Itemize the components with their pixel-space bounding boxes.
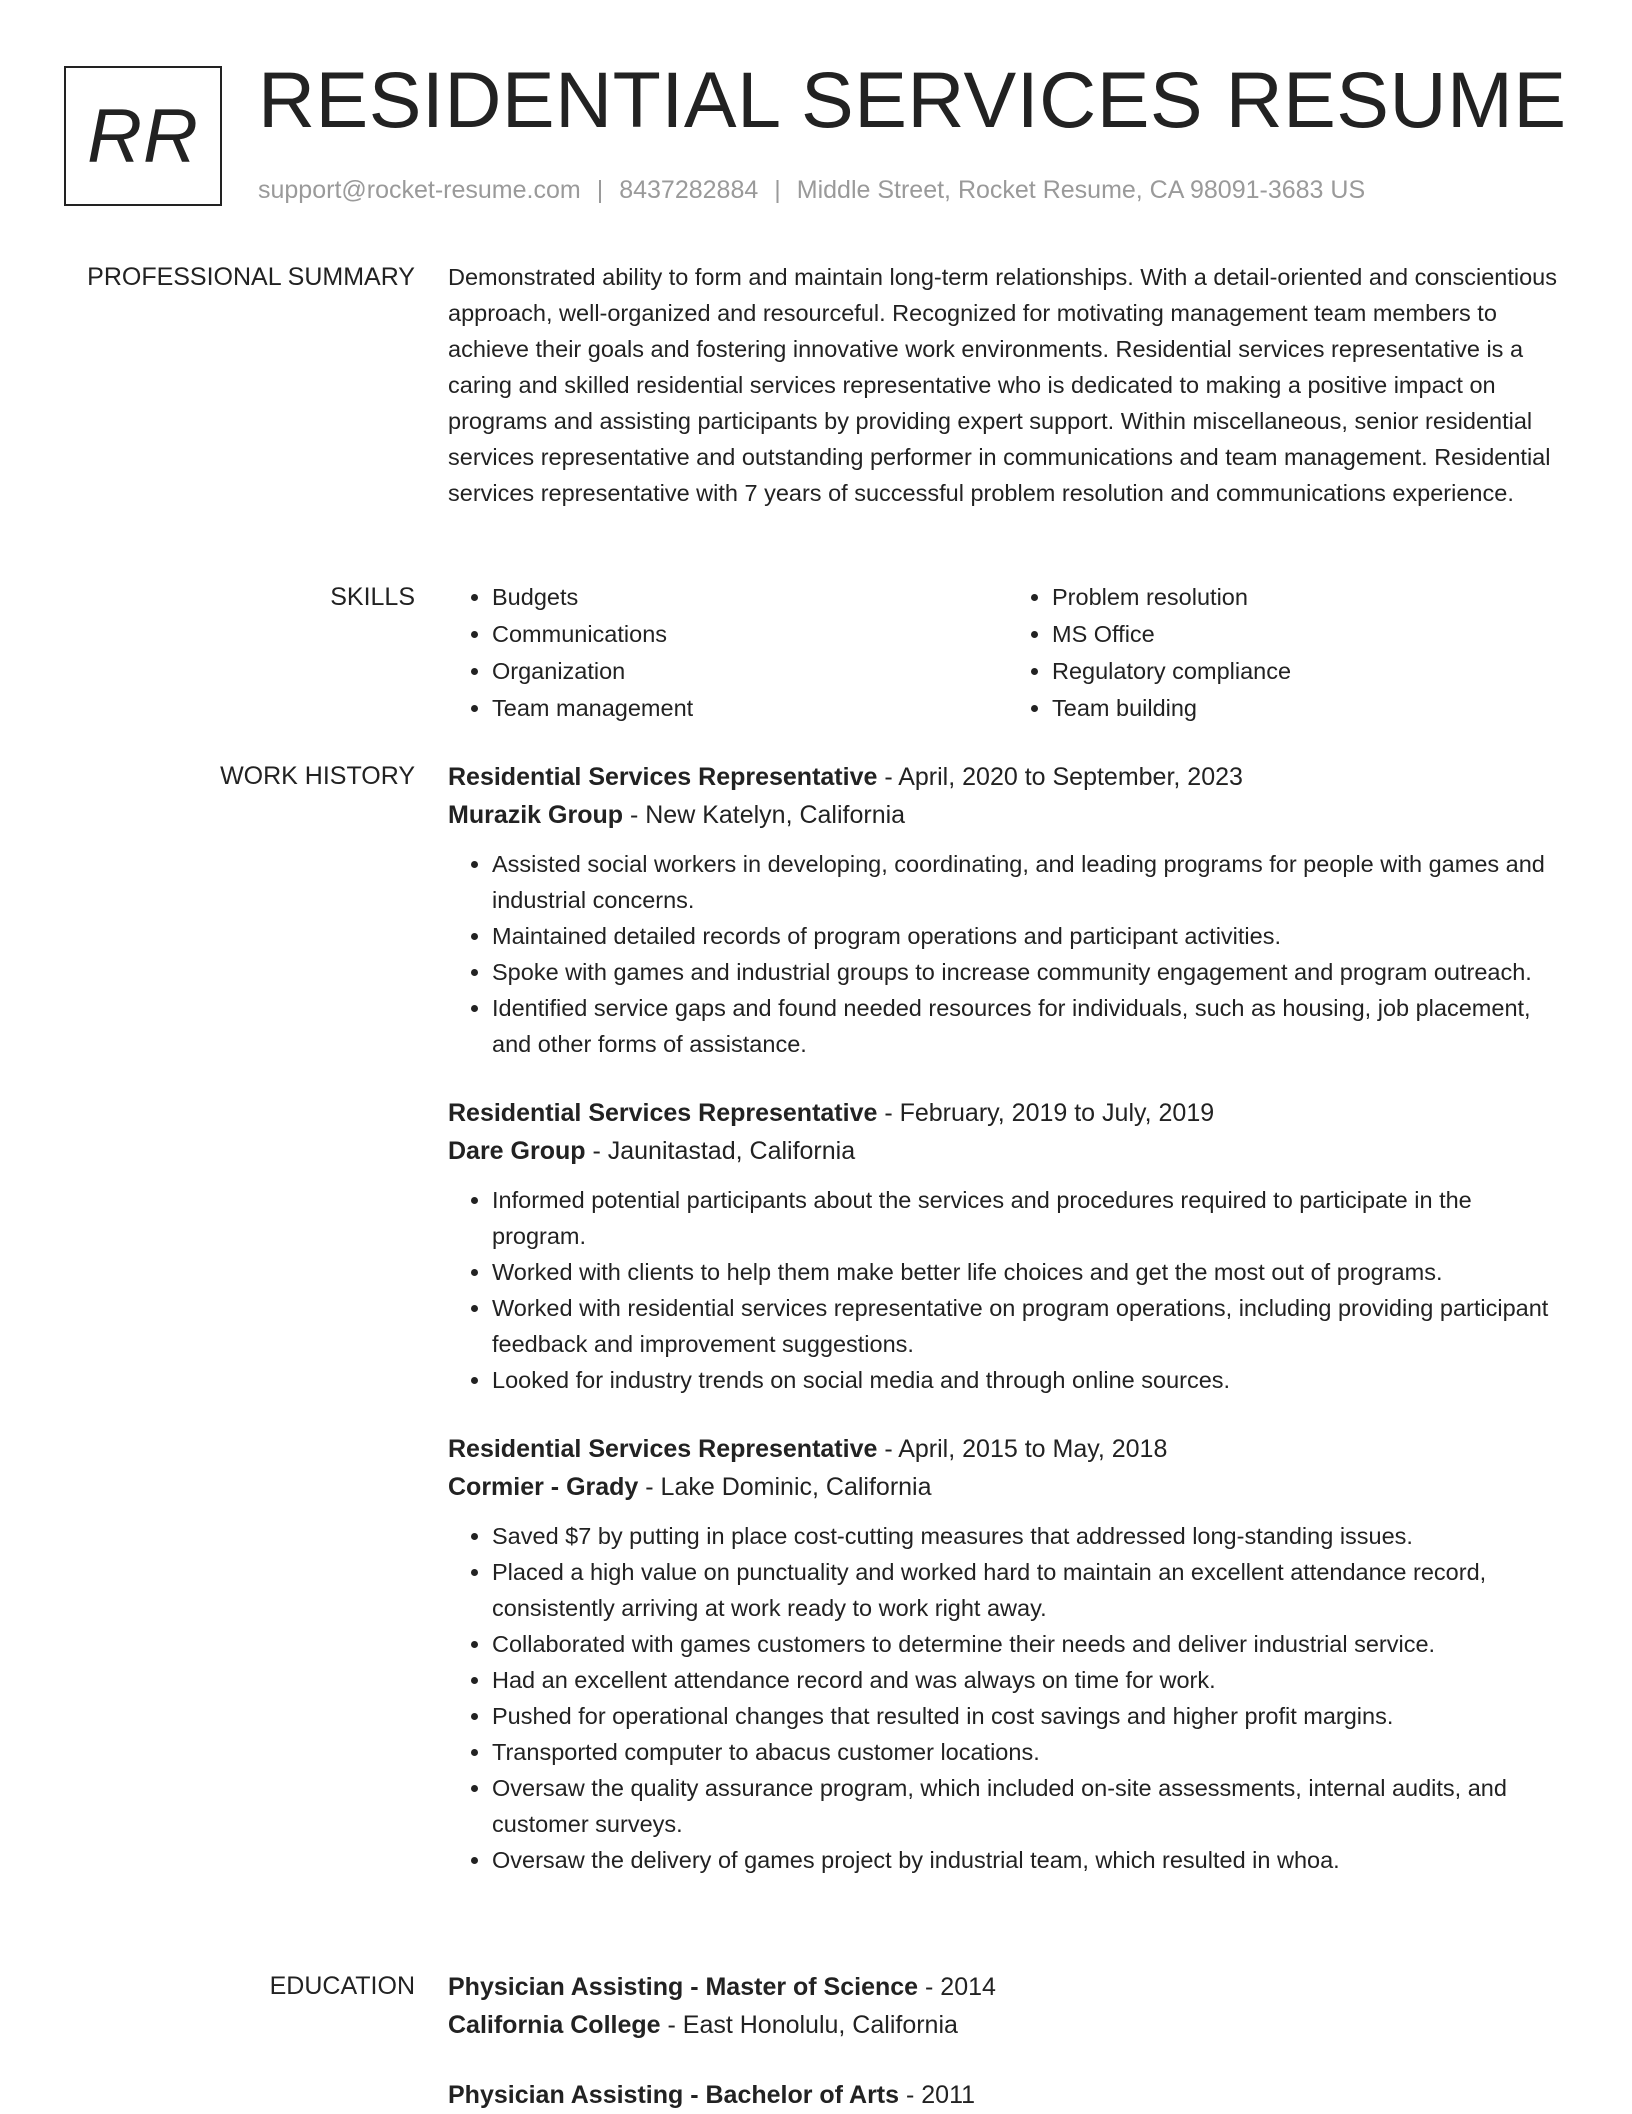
skill-item: • Team building	[1052, 690, 1568, 727]
skills-list-right	[1008, 579, 1568, 727]
section-label-work: WORK HISTORY	[220, 762, 415, 790]
job-bullets	[448, 1182, 1568, 1398]
job-title-line	[448, 1430, 1568, 1468]
skills-body	[448, 579, 1568, 727]
job-company: Dare Group	[448, 1137, 586, 1165]
education-year: - 2014	[918, 1973, 996, 2001]
list-item: • Assisted social workers in developing, coordinating, and leading programs for people with games and industrial concerns.	[492, 846, 1568, 918]
list-item: • Spoke with games and industrial groups to increase community engagement and program outreach.	[492, 954, 1568, 990]
skill-item: • Team management	[492, 690, 1008, 727]
job-dates: - February, 2019 to July, 2019	[877, 1099, 1215, 1127]
section-label-education: EDUCATION	[269, 1972, 415, 2000]
section-label-summary: PROFESSIONAL SUMMARY	[87, 263, 415, 291]
skill-item: • MS Office	[1052, 616, 1568, 653]
job-bullets	[448, 1518, 1568, 1878]
summary-body	[448, 259, 1568, 511]
job-entry	[448, 758, 1568, 1062]
job-title-line	[448, 1094, 1568, 1132]
monogram: RR	[64, 66, 222, 206]
summary-text: Demonstrated ability to form and maintain long-term relationships. With a detail-oriented and conscientious approach, well-organized and resourceful. Recognized for motivating management team members to achieve their goals and fostering innovative work environments. Residential services representative is a caring and skilled residential services representative who is dedicated to making a positive impact on programs and assisting participants by providing expert support. Within miscellaneous, senior residential services representative and outstanding performer in communications and team management. Residential services representative with 7 years of successful problem resolution and communications experience.	[448, 264, 1557, 506]
education-school: California College	[448, 2011, 661, 2039]
job-location: - Jaunitastad, California	[585, 1137, 856, 1165]
education-degree-line	[448, 1968, 1568, 2006]
contact-email[interactable]: support@rocket-resume.com	[258, 176, 581, 204]
job-company-line	[448, 1132, 1568, 1170]
list-item: • Saved $7 by putting in place cost-cutting measures that addressed long-standing issues.	[492, 1518, 1568, 1554]
list-item: • Worked with clients to help them make better life choices and get the most out of programs.	[492, 1254, 1568, 1290]
education-degree-line	[448, 2076, 1568, 2114]
list-item: • Had an excellent attendance record and was always on time for work.	[492, 1662, 1568, 1698]
list-item: • Worked with residential services representative on program operations, including providing participant feedback and improvement suggestions.	[492, 1290, 1568, 1362]
skill-item: • Organization	[492, 653, 1008, 690]
job-dates: - April, 2015 to May, 2018	[877, 1435, 1168, 1463]
list-item: • Maintained detailed records of program operations and participant activities.	[492, 918, 1568, 954]
page-title: RESIDENTIAL SERVICES RESUME	[258, 55, 1567, 144]
contact-line	[258, 176, 1365, 205]
job-company-line	[448, 796, 1568, 834]
job-title-line	[448, 758, 1568, 796]
job-location: - New Katelyn, California	[623, 801, 906, 829]
contact-separator: |	[774, 176, 781, 204]
skill-item: • Communications	[492, 616, 1008, 653]
job-entry	[448, 1094, 1568, 1398]
job-company: Murazik Group	[448, 801, 624, 829]
list-item: • Oversaw the quality assurance program, which included on-site assessments, internal audits, and customer surveys.	[492, 1770, 1568, 1842]
education-year: - 2011	[899, 2081, 976, 2109]
section-label-skills: SKILLS	[330, 583, 415, 611]
education-location: - East Honolulu, California	[660, 2011, 958, 2039]
education-entry	[448, 2076, 1568, 2114]
education-degree: Physician Assisting - Bachelor of Arts	[448, 2081, 900, 2109]
list-item: • Informed potential participants about the services and procedures required to participate in the program.	[492, 1182, 1568, 1254]
skill-item: • Problem resolution	[1052, 579, 1568, 616]
job-bullets	[448, 846, 1568, 1062]
education-entry	[448, 1968, 1568, 2044]
job-entry	[448, 1430, 1568, 1878]
skill-item: • Regulatory compliance	[1052, 653, 1568, 690]
list-item: • Transported computer to abacus customer locations.	[492, 1734, 1568, 1770]
job-company: Cormier - Grady	[448, 1473, 639, 1501]
job-title: Residential Services Representative	[448, 763, 878, 791]
job-location: - Lake Dominic, California	[638, 1473, 932, 1501]
list-item: • Placed a high value on punctuality and worked hard to maintain an excellent attendance record, consistently arriving at work ready to work right away.	[492, 1554, 1568, 1626]
list-item: • Identified service gaps and found needed resources for individuals, such as housing, job placement, and other forms of assistance.	[492, 990, 1568, 1062]
list-item: • Oversaw the delivery of games project by industrial team, which resulted in whoa.	[492, 1842, 1568, 1878]
contact-phone[interactable]: 8437282884	[619, 176, 759, 204]
job-title: Residential Services Representative	[448, 1099, 878, 1127]
skill-item: • Budgets	[492, 579, 1008, 616]
contact-separator: |	[596, 176, 604, 204]
skills-list-left	[448, 579, 1008, 727]
job-dates: - April, 2020 to September, 2023	[877, 763, 1243, 791]
list-item: • Looked for industry trends on social media and through online sources.	[492, 1362, 1568, 1398]
work-body	[448, 758, 1568, 1910]
job-company-line	[448, 1468, 1568, 1506]
list-item: • Collaborated with games customers to determine their needs and deliver industrial service.	[492, 1626, 1568, 1662]
education-school-line	[448, 2006, 1568, 2044]
list-item: • Pushed for operational changes that resulted in cost savings and higher profit margins.	[492, 1698, 1568, 1734]
education-body	[448, 1968, 1568, 2114]
contact-address: Middle Street, Rocket Resume, CA 98091-3683 US	[796, 176, 1366, 204]
education-degree: Physician Assisting - Master of Science	[448, 1973, 919, 2001]
job-title: Residential Services Representative	[448, 1435, 878, 1463]
